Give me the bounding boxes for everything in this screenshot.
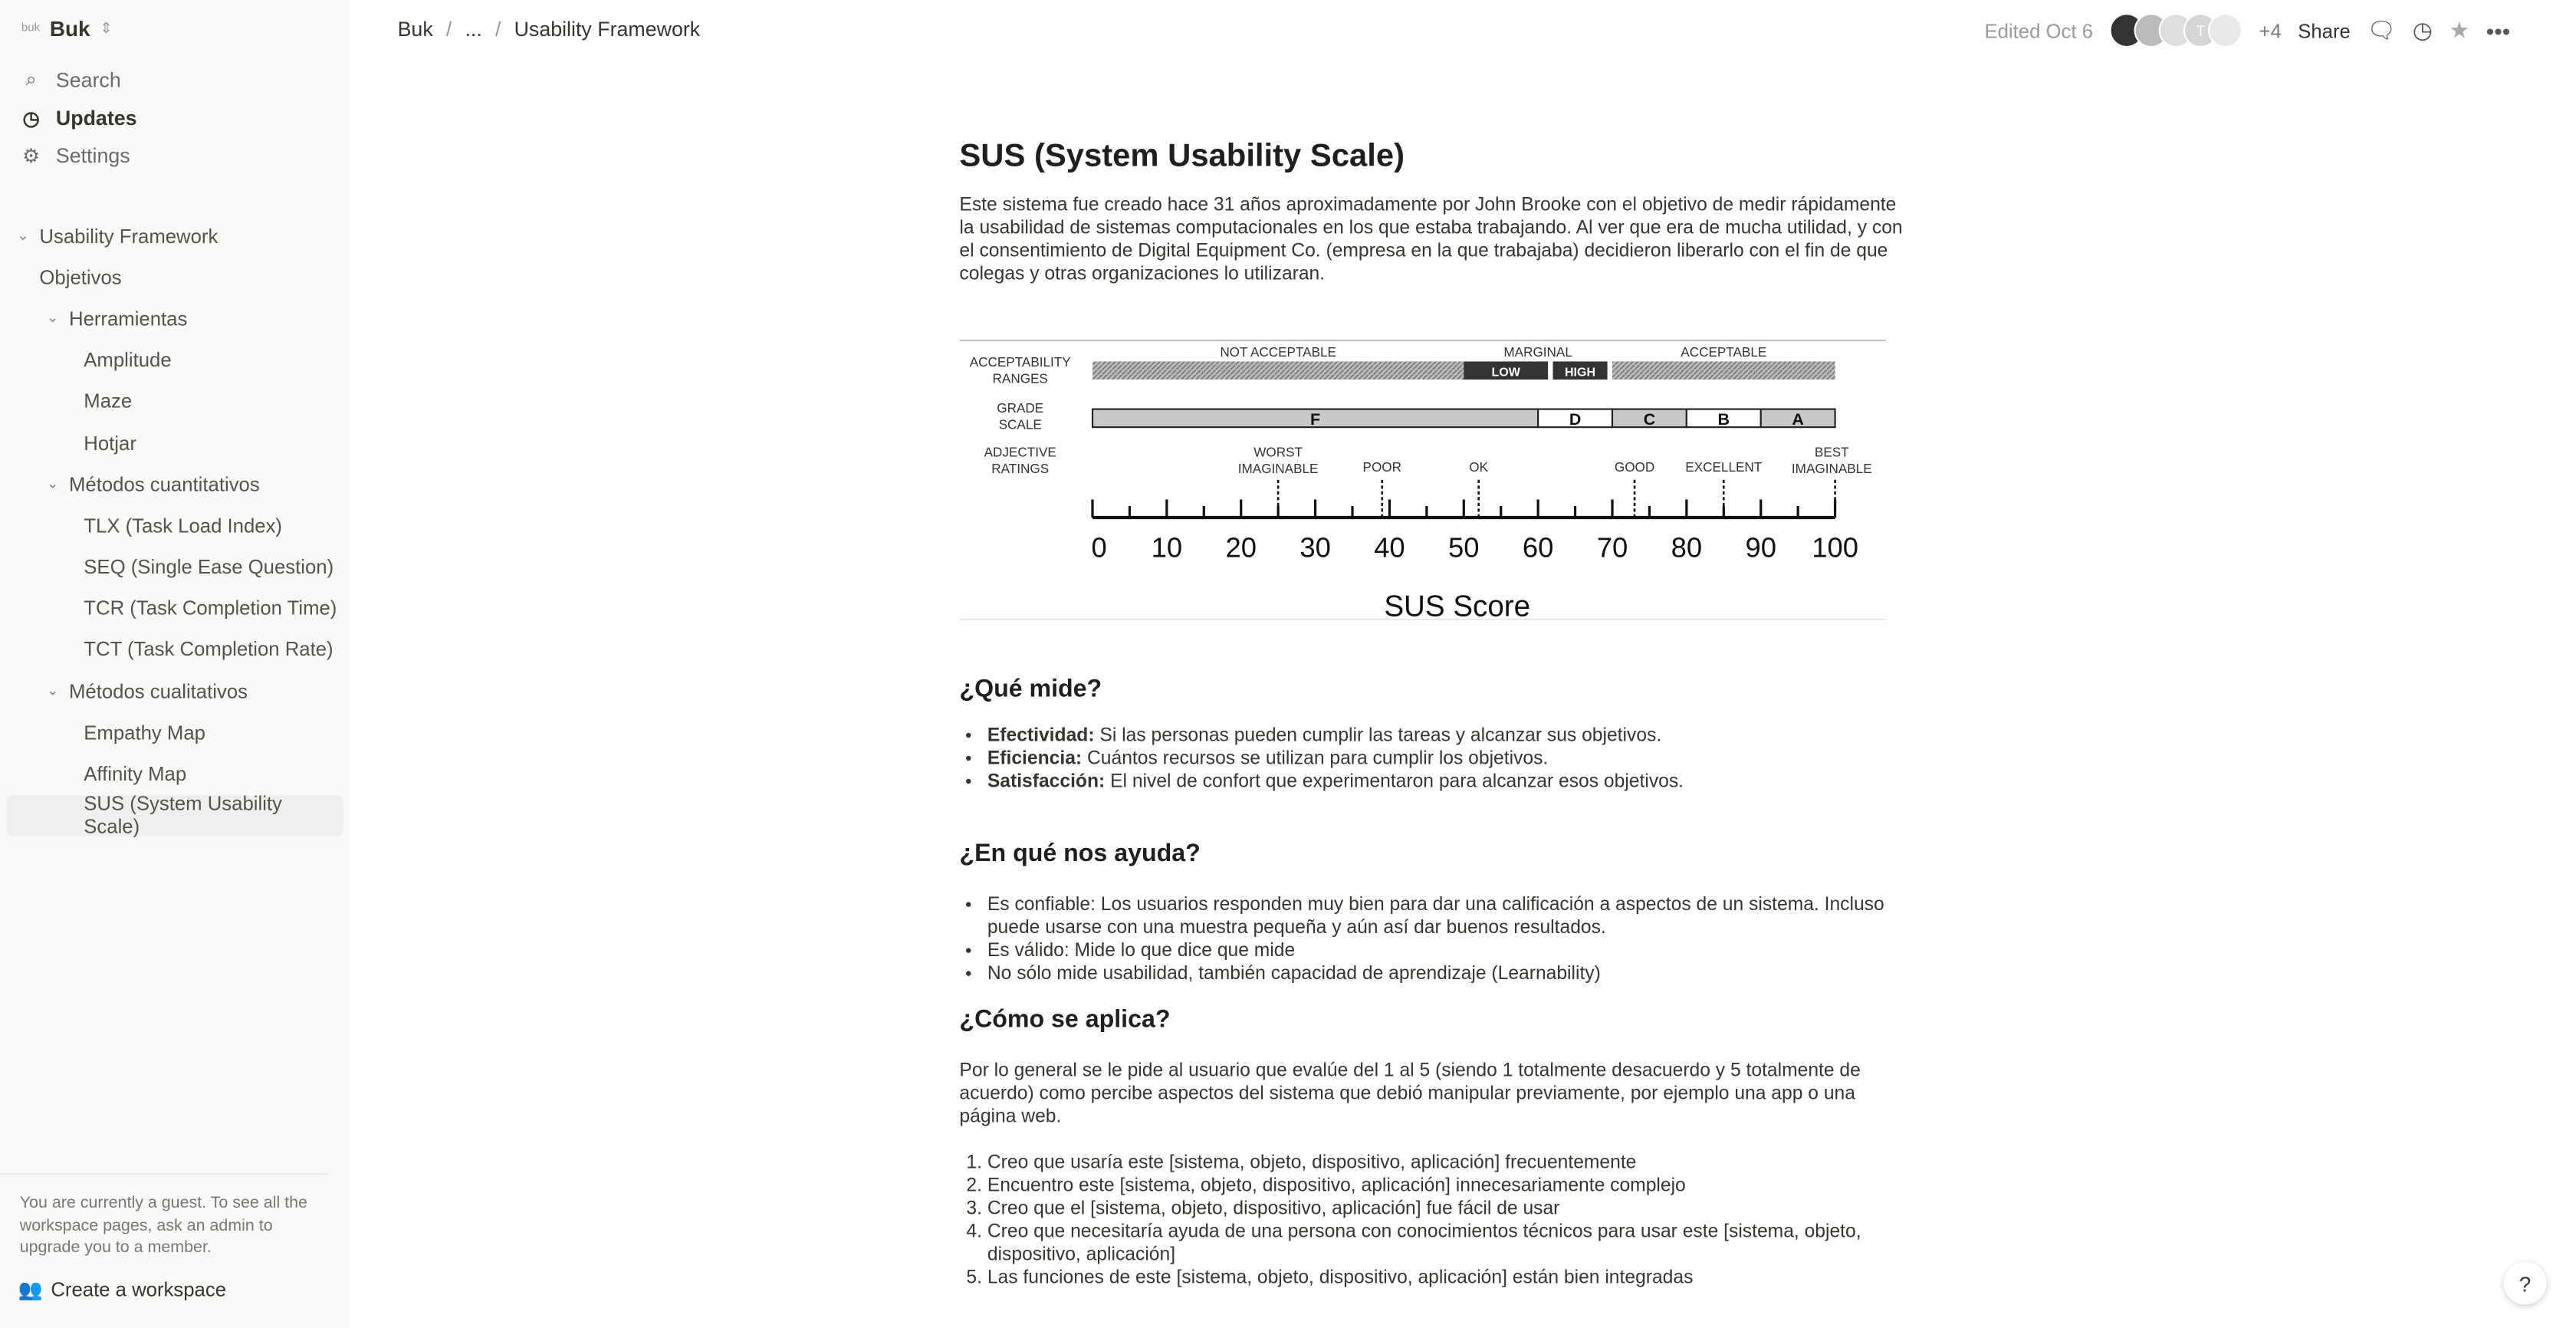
more-icon[interactable]: •••: [2486, 17, 2511, 44]
adjective-label: EXCELLENT: [1685, 459, 1763, 475]
sidebar-page-item[interactable]: [7, 792, 343, 839]
mide-list: [959, 725, 1915, 794]
row-label: ADJECTIVE: [984, 444, 1056, 460]
tick-label: 0: [1091, 531, 1107, 564]
tick-label: 20: [1225, 531, 1257, 564]
workspace-switcher[interactable]: [21, 16, 113, 41]
question-item: 1. Creo que usaría este [sistema, objeto, dispositivo, aplicación] frecuentemente: [987, 1152, 1916, 1175]
workspace-logo: buk: [21, 23, 41, 35]
list-item: • Es válido: Mide lo que dice que mide: [987, 940, 1916, 963]
grade-label: D: [1569, 409, 1582, 429]
sidebar-page-label: TLX (Task Load Index): [84, 514, 283, 537]
acceptability-label: LOW: [1491, 365, 1520, 380]
list-item: • No sólo mide usabilidad, también capacidad de aprendizaje (Learnability): [987, 963, 1916, 986]
list-item: [987, 725, 1916, 748]
sidebar-page-item[interactable]: [7, 670, 343, 712]
sidebar-page-item[interactable]: [7, 215, 343, 257]
sidebar-page-label: Amplitude: [84, 348, 172, 372]
term: Efectividad:: [987, 726, 1095, 746]
sidebar-page-label: SEQ (Single Ease Question): [84, 555, 334, 579]
chevron-updown-icon: ⇕: [100, 19, 113, 37]
tick-label: 90: [1745, 531, 1776, 564]
sidebar-page-item[interactable]: [7, 547, 343, 588]
sidebar-page-label: TCR (Task Completion Time): [84, 597, 337, 620]
breadcrumb-sep: /: [495, 18, 501, 41]
acceptability-label: ACCEPTABLE: [1681, 344, 1767, 360]
sidebar-page-item[interactable]: [7, 422, 343, 464]
row-label: RANGES: [992, 370, 1048, 386]
sidebar-page-item[interactable]: [7, 257, 343, 298]
questions-list: [959, 1152, 1915, 1290]
collaborator-avatars[interactable]: [2109, 13, 2242, 48]
breadcrumb-sep: /: [445, 18, 452, 41]
question-item: 3. Creo que el [sistema, objeto, dispositivo, aplicación] fue fácil de usar: [987, 1198, 1916, 1221]
clock-icon: ◷: [22, 107, 40, 130]
acceptability-segment: [1612, 361, 1835, 380]
avatar: T: [2183, 13, 2218, 48]
page-content: [959, 138, 1915, 1290]
ayuda-list: [959, 894, 1915, 986]
sidebar-page-item[interactable]: [7, 629, 343, 670]
grade-label: C: [1643, 409, 1656, 429]
tick-label: 60: [1522, 531, 1554, 564]
adjective-label: WORST: [1254, 444, 1303, 460]
question-item: 4. Creo que necesitaría ayuda de una persona con conocimientos técnicos para usar este [sistema, objeto, dispositivo, aplicación]: [987, 1221, 1916, 1267]
heading-que-mide: ¿Qué mide?: [959, 675, 1102, 704]
sidebar-page-label: TCT (Task Completion Rate): [84, 638, 334, 662]
sidebar-page-item[interactable]: [7, 712, 343, 753]
sidebar-page-item[interactable]: [7, 298, 343, 340]
sidebar-page-label: Hotjar: [84, 431, 136, 455]
adjective-label: BEST: [1814, 444, 1849, 460]
row-label: GRADE: [997, 399, 1044, 416]
definition: El nivel de confort que experimentaron para alcanzar esos objetivos.: [1105, 772, 1684, 792]
create-workspace-button[interactable]: [18, 1278, 226, 1301]
aplica-paragraph: Por lo general se le pide al usuario que evalúe del 1 al 5 (siendo 1 totalmente desacuerdo y 5 totalmente de acuerdo) como percibe aspectos del sistema que debió manipular previamente, por ejemplo una app o una página web.: [959, 1061, 1861, 1127]
people-icon: 👥: [18, 1278, 43, 1302]
sus-score-chart: [959, 340, 1886, 623]
acceptability-label: HIGH: [1564, 365, 1596, 380]
intro-paragraph: Este sistema fue creado hace 31 años aproximadamente por John Brooke con el objetivo de medir rápidamente la usabilidad de sistemas computacionales en los que estaba trabajando. Al ver que era de mucha utilidad, y con el consentimiento de Digital Equipment Co. (empresa en la que trabajaba) decidieron liberarlo con el fin de que colegas y otras organizaciones lo utilizaran.: [959, 195, 1903, 284]
definition: Cuántos recursos se utilizan para cumplir los objetivos.: [1082, 749, 1549, 769]
grade-label: A: [1792, 409, 1804, 429]
x-axis-label: SUS Score: [1384, 590, 1531, 623]
guest-note: You are currently a guest. To see all the workspace pages, ask an admin to upgrade you to a member.: [19, 1194, 307, 1257]
row-label: ACCEPTABILITY: [969, 353, 1071, 370]
sidebar-page-label: Empathy Map: [84, 721, 205, 745]
list-item: [987, 748, 1916, 771]
tick-label: 80: [1671, 531, 1703, 564]
adjective-label: POOR: [1362, 459, 1401, 475]
divider: [0, 1173, 329, 1175]
history-icon[interactable]: ◷: [2412, 16, 2433, 43]
sidebar-page-label: Herramientas: [69, 307, 188, 330]
sidebar-page-label: Maze: [84, 390, 133, 413]
search-icon: ⌕: [25, 67, 37, 90]
sidebar-page-item[interactable]: [7, 381, 343, 422]
tick-label: 40: [1374, 531, 1405, 564]
sidebar-page-item[interactable]: [7, 587, 343, 629]
breadcrumb-item[interactable]: ...: [465, 18, 482, 41]
list-item: • Es confiable: Los usuarios responden muy bien para dar una calificación a aspectos de un sistema. Incluso puede usarse con una muestra pequeña y aún así dar buenos resultados.: [987, 894, 1916, 940]
sidebar-page-label: SUS (System Usability Scale): [84, 792, 282, 839]
adjective-label: IMAGINABLE: [1237, 461, 1319, 477]
tick-label: 30: [1300, 531, 1331, 564]
breadcrumb: [398, 18, 701, 41]
create-workspace-label: Create a workspace: [51, 1278, 227, 1302]
page-tree: [7, 215, 343, 837]
nav-settings[interactable]: [20, 145, 130, 168]
sidebar-page-label: Métodos cuantitativos: [69, 472, 260, 496]
term: Eficiencia:: [987, 749, 1083, 769]
tick-label: 10: [1151, 531, 1183, 564]
nav-label: Updates: [55, 107, 137, 130]
more-collaborators-count[interactable]: +4: [2259, 18, 2282, 42]
nav-search[interactable]: [20, 67, 121, 92]
heading-aplica: ¿Cómo se aplica?: [959, 1005, 1171, 1034]
nav-updates[interactable]: [20, 107, 137, 130]
adjective-label: GOOD: [1614, 459, 1655, 475]
grade-label: F: [1310, 409, 1321, 429]
chevron-down-icon[interactable]: ⌄: [46, 682, 59, 699]
workspace-name: Buk: [49, 16, 90, 41]
header-actions: [1984, 13, 2510, 48]
sidebar-page-item[interactable]: [7, 505, 343, 547]
definition: Si las personas pueden cumplir las tareas y alcanzar sus objetivos.: [1094, 726, 1662, 746]
row-label: RATINGS: [991, 461, 1050, 477]
sidebar: [0, 0, 350, 1327]
acceptability-segment: [1092, 361, 1464, 380]
chevron-down-icon[interactable]: ⌄: [46, 309, 59, 327]
tick-label: 100: [1812, 531, 1858, 564]
heading-ayuda: ¿En qué nos ayuda?: [959, 840, 1201, 868]
sidebar-page-label: Métodos cualitativos: [69, 679, 248, 703]
chevron-down-icon[interactable]: ⌄: [46, 475, 59, 492]
list-item: [987, 771, 1916, 794]
edited-time: Edited Oct 6: [1984, 18, 2093, 42]
sidebar-page-label: Affinity Map: [84, 762, 187, 786]
breadcrumb-item[interactable]: Buk: [397, 18, 433, 41]
chevron-down-icon[interactable]: ⌄: [16, 226, 30, 244]
tick-label: 70: [1596, 531, 1628, 564]
sidebar-page-label: Objetivos: [39, 265, 122, 289]
question-item: 5. Las funciones de este [sistema, objeto, dispositivo, aplicación] están bien integradas: [987, 1267, 1916, 1290]
adjective-label: OK: [1469, 459, 1489, 475]
sidebar-page-item[interactable]: [7, 340, 343, 381]
grade-label: B: [1717, 409, 1730, 429]
star-icon[interactable]: ★: [2449, 16, 2470, 43]
tick-label: 50: [1448, 531, 1480, 564]
acceptability-label: NOT ACCEPTABLE: [1220, 344, 1336, 360]
nav-label: Settings: [55, 144, 130, 168]
adjective-label: IMAGINABLE: [1791, 461, 1872, 477]
sidebar-page-label: Usability Framework: [39, 224, 219, 248]
question-item: 2. Encuentro este [sistema, objeto, dispositivo, aplicación] innecesariamente complejo: [987, 1175, 1916, 1198]
breadcrumb-item[interactable]: Usability Framework: [514, 18, 701, 41]
term: Satisfacción:: [987, 772, 1106, 792]
sidebar-page-item[interactable]: [7, 464, 343, 505]
page-title: SUS (System Usability Scale): [959, 138, 1405, 175]
comment-icon[interactable]: 🗨: [2367, 16, 2397, 43]
row-label: SCALE: [998, 416, 1042, 432]
avatar: [2208, 13, 2242, 48]
share-button[interactable]: Share: [2298, 18, 2351, 42]
marginal-label: MARGINAL: [1503, 344, 1572, 360]
gear-icon: ⚙: [22, 144, 41, 168]
nav-label: Search: [55, 67, 121, 91]
help-button[interactable]: ?: [2504, 1262, 2547, 1305]
sidebar-page-item[interactable]: [7, 753, 343, 794]
